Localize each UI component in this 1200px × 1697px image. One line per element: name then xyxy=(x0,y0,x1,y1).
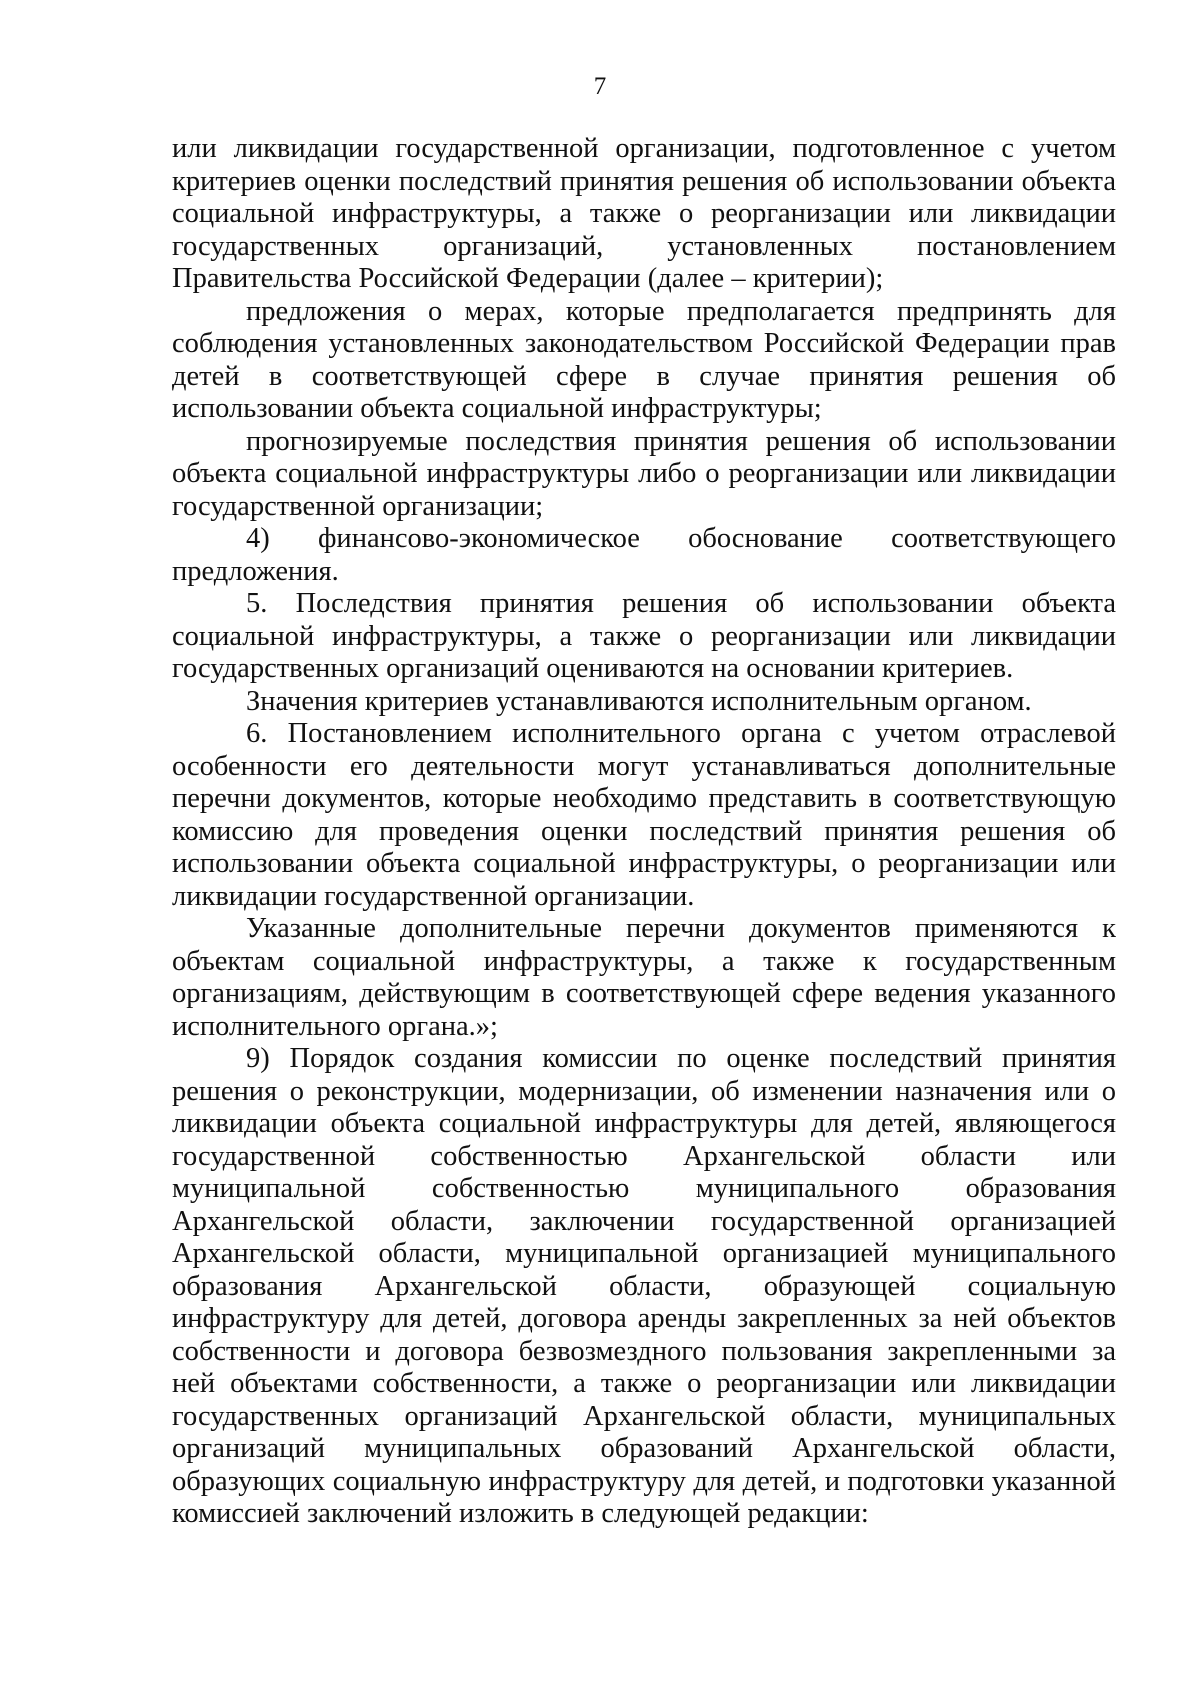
paragraph-additional-lists: Указанные дополнительные перечни документов применяются к объектам социальной инфраструктуры, а также к государственным организациям, действующим в соответствующей сфере ведения указанного исполнительного органа.»; xyxy=(172,913,1116,1042)
paragraph-continuation: или ликвидации государственной организации, подготовленное с учетом критериев оценки последствий принятия решения об использовании объекта социальной инфраструктуры, а также о реорганизации или ликвидации государственных организаций, установленных постановлением Правительства Российской Федерации (далее – критерии); xyxy=(172,133,1116,294)
paragraph-proposals-on-measures: предложения о мерах, которые предполагается предпринять для соблюдения установленных законодательством Российской Федерации прав детей в соответствующей сфере в случае принятия решения об использовании объекта социальной инфраструктуры; xyxy=(172,295,1116,424)
paragraph-item-5-consequences: 5. Последствия принятия решения об использовании объекта социальной инфраструктуры, а также о реорганизации или ликвидации государственных организаций оцениваются на основании критериев. xyxy=(172,588,1116,684)
paragraph-criteria-values: Значения критериев устанавливаются исполнительным органом. xyxy=(246,685,1032,717)
paragraph-item-6-resolution: 6. Постановлением исполнительного органа с учетом отраслевой особенности его деятельности могут устанавливаться дополнительные перечни документов, которые необходимо представить в соответствующую комиссию для проведения оценки последствий принятия решения об использовании объекта социальной инфраструктуры, о реорганизации или ликвидации государственной организации. xyxy=(172,718,1116,912)
document-body xyxy=(172,133,1116,1531)
paragraph-item-9-commission-procedure: 9) Порядок создания комиссии по оценке последствий принятия решения о реконструкции, модернизации, об изменении назначения или о ликвидации объекта социальной инфраструктуры для детей, являющегося государственной собственностью Архангельской области или муниципальной собственностью муниципального образования Архангельской области, заключении государственной организацией Архангельской области, муниципальной организацией муниципального образования Архангельской области, образующей социальную инфраструктуру для детей, договора аренды закрепленных за ней объектов собственности и договора безвозмездного пользования закрепленными за ней объектами собственности, а также о реорганизации или ликвидации государственных организаций Архангельской области, муниципальных организаций муниципальных образований Архангельской области, образующих социальную инфраструктуру для детей, и подготовки указанной комиссией заключений изложить в следующей редакции: xyxy=(172,1043,1116,1529)
paragraph-forecast-consequences: прогнозируемые последствия принятия решения об использовании объекта социальной инфраструктуры либо о реорганизации или ликвидации государственной организации; xyxy=(172,425,1116,522)
paragraph-item-4-financial-justification: 4) финансово-экономическое обоснование соответствующего предложения. xyxy=(172,523,1116,587)
page-number: 7 xyxy=(593,73,607,100)
